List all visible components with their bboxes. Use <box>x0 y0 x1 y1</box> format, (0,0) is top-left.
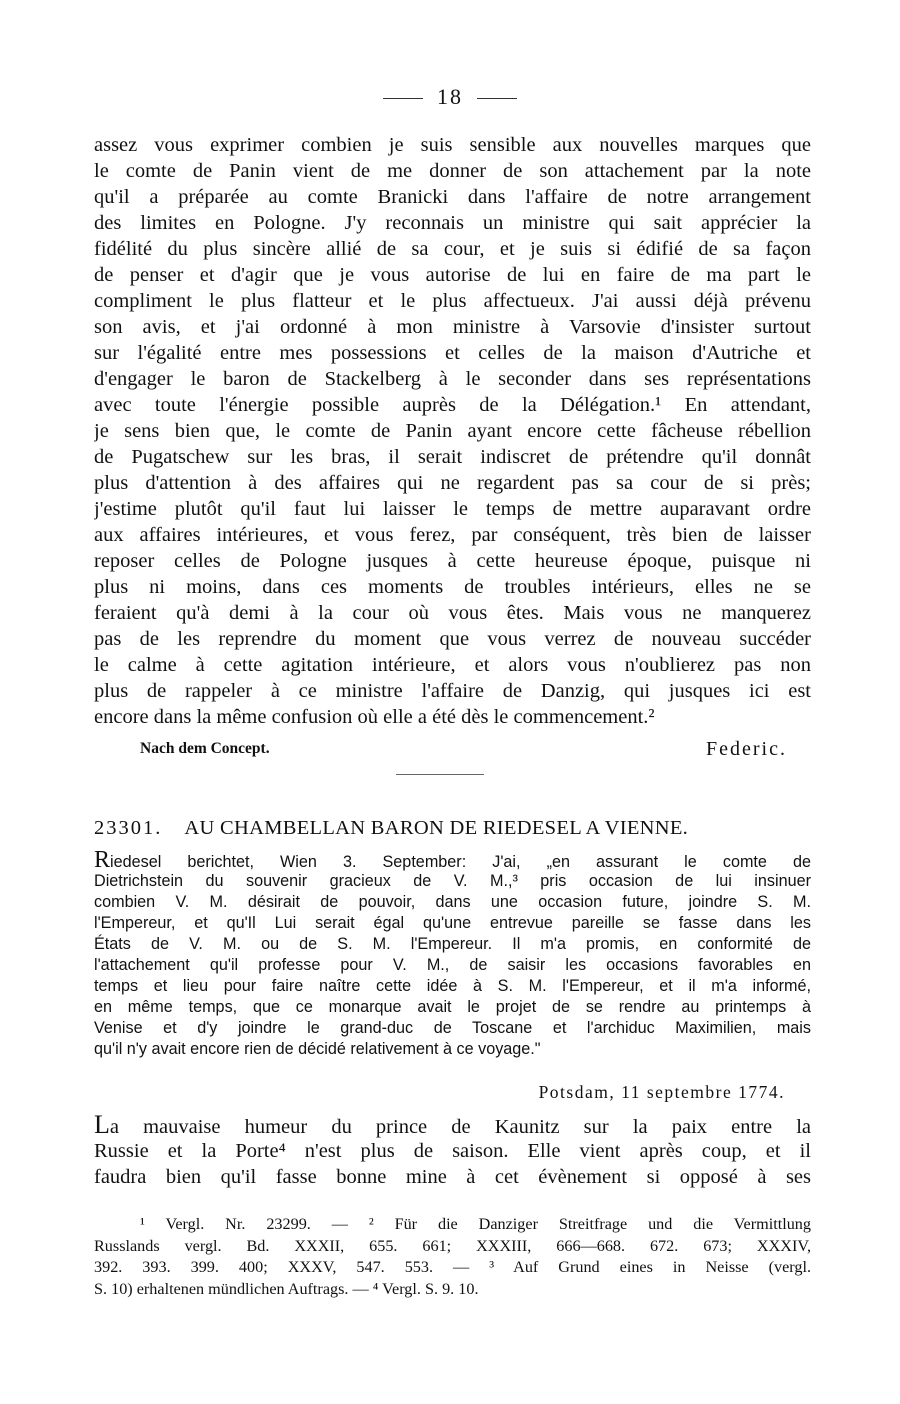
letter-heading <box>94 815 811 841</box>
text-line: le comte de Panin vient de me donner de son attachement par la note <box>94 160 811 182</box>
letter-line <box>94 1112 811 1138</box>
letter-line-text: a mauvaise humeur du prince de Kaunitz sur la paix entre la <box>109 1116 811 1138</box>
letter-line: faudra bien qu'il fasse bonne mine à cet évènement si opposé à ses <box>94 1166 811 1188</box>
text-line: feraient qu'à demi à la cour où vous êtes. Mais vous ne manquerez <box>94 602 811 624</box>
text-line: le calme à cette agitation intérieure, et alors vous n'oublierez pas non <box>94 654 811 676</box>
letter-number: 23301. <box>94 817 163 839</box>
closing-line <box>94 736 811 762</box>
letter-body <box>94 1112 811 1190</box>
letter-title: AU CHAMBELLAN BARON DE RIEDESEL A VIENNE. <box>184 817 689 839</box>
report-line-text: iedesel berichtet, Wien 3. September: J'ai, „en assurant le comte de <box>110 853 811 871</box>
text-line: de penser et d'agir que je vous autorise de lui en faire de ma part le <box>94 264 811 286</box>
footnote-line: S. 10) erhaltenen mündlichen Auftrags. — ⁴ Vergl. S. 9. 10. <box>94 1279 479 1298</box>
text-line: encore dans la même confusion où elle a été dès le commencement.² <box>94 706 655 728</box>
text-line: aux affaires intérieures, et vous ferez, par conséquent, très bien de laisser <box>94 524 811 546</box>
report-excerpt <box>94 850 811 1060</box>
footnote-line: 392. 393. 399. 400; XXXV, 547. 553. — ³ Auf Grund eines in Neisse (vergl. <box>94 1258 811 1276</box>
report-line: États de V. M. ou de S. M. l'Empereur. Il m'a promis, en conformité de <box>94 935 811 953</box>
report-line: temps et lieu pour faire naître cette idée à S. M. l'Empereur, et il m'a informé, <box>94 977 811 995</box>
report-line: Dietrichstein du souvenir gracieux de V. M.,³ pris occasion de lui insinuer <box>94 872 811 890</box>
text-line: d'engager le baron de Stackelberg à le seconder dans ses représentations <box>94 368 811 390</box>
signature: Federic. <box>706 738 787 760</box>
letter-initial: L <box>94 1112 110 1138</box>
text-line: je sens bien que, le comte de Panin ayant encore cette fâcheuse rébellion <box>94 420 811 442</box>
page-header <box>0 84 900 110</box>
text-line: assez vous exprimer combien je suis sensible aux nouvelles marques que <box>94 134 811 156</box>
text-line: compliment le plus flatteur et le plus affectueux. J'ai aussi déjà prévenu <box>94 290 811 312</box>
report-line: en même temps, que ce monarque avait le projet de se rendre au printemps à <box>94 998 811 1016</box>
text-line: pas de les reprendre du moment que vous verrez de nouveau succéder <box>94 628 811 650</box>
report-line: l'attachement qu'il professe pour V. M., de saisir les occasions favorables en <box>94 956 811 974</box>
report-line: l'Empereur, et qu'Il Lui serait égal qu'une entrevue pareille se fasse dans les <box>94 914 811 932</box>
text-line: fidélité du plus sincère allié de sa cour, et je suis si édifié de sa façon <box>94 238 811 260</box>
report-line <box>94 850 811 871</box>
text-line: plus de rappeler à ce ministre l'affaire de Danzig, qui jusques ici est <box>94 680 811 702</box>
text-line: qu'il a préparée au comte Branicki dans l'affaire de notre arrangement <box>94 186 811 208</box>
text-line: reposer celles de Pologne jusques à cette heureuse époque, puisque ni <box>94 550 811 572</box>
header-rule-left <box>383 98 423 99</box>
text-line: de Pugatschew sur les bras, il serait indiscret de prétendre qu'il donnât <box>94 446 811 468</box>
footnote-line: ¹ Vergl. Nr. 23299. — ² Für die Danziger Streitfrage und die Vermittlung <box>140 1215 811 1233</box>
text-line: plus d'attention à des affaires qui ne regardent pas sa cour de si près; <box>94 472 811 494</box>
report-initial: R <box>94 850 111 871</box>
footnote-line: Russlands vergl. Bd. XXXII, 655. 661; XXXIII, 666—668. 672. 673; XXXIV, <box>94 1236 811 1255</box>
place-date: Potsdam, 11 septembre 1774. <box>538 1082 785 1102</box>
report-line: combien V. M. désirait de pouvoir, dans une occasion future, joindre S. M. <box>94 893 811 911</box>
footnotes <box>94 1214 811 1300</box>
text-line: avec toute l'énergie possible auprès de la Délégation.¹ En attendant, <box>94 394 811 416</box>
main-text <box>94 132 811 730</box>
header-rule-right <box>477 98 517 99</box>
text-line: son avis, et j'ai ordonné à mon ministre à Varsovie d'insister surtout <box>94 316 811 338</box>
page-number: 18 <box>437 84 463 109</box>
text-line: plus ni moins, dans ces moments de troubles intérieurs, elles ne se <box>94 576 811 598</box>
section-divider <box>396 774 484 775</box>
text-line: des limites en Pologne. J'y reconnais un ministre qui sait apprécier la <box>94 212 811 234</box>
report-line: qu'il n'y avait encore rien de décidé relativement à ce voyage." <box>94 1040 541 1058</box>
source-note: Nach dem Concept. <box>140 740 270 757</box>
report-line: Venise et d'y joindre le grand-duc de Toscane et l'archiduc Maximilien, mais <box>94 1019 811 1037</box>
text-line: sur l'égalité entre mes possessions et celles de la maison d'Autriche et <box>94 342 811 364</box>
letter-line: Russie et la Porte⁴ n'est plus de saison. Elle vient après coup, et il <box>94 1140 811 1162</box>
text-line: j'estime plutôt qu'il faut lui laisser le temps de mettre auparavant ordre <box>94 498 811 520</box>
